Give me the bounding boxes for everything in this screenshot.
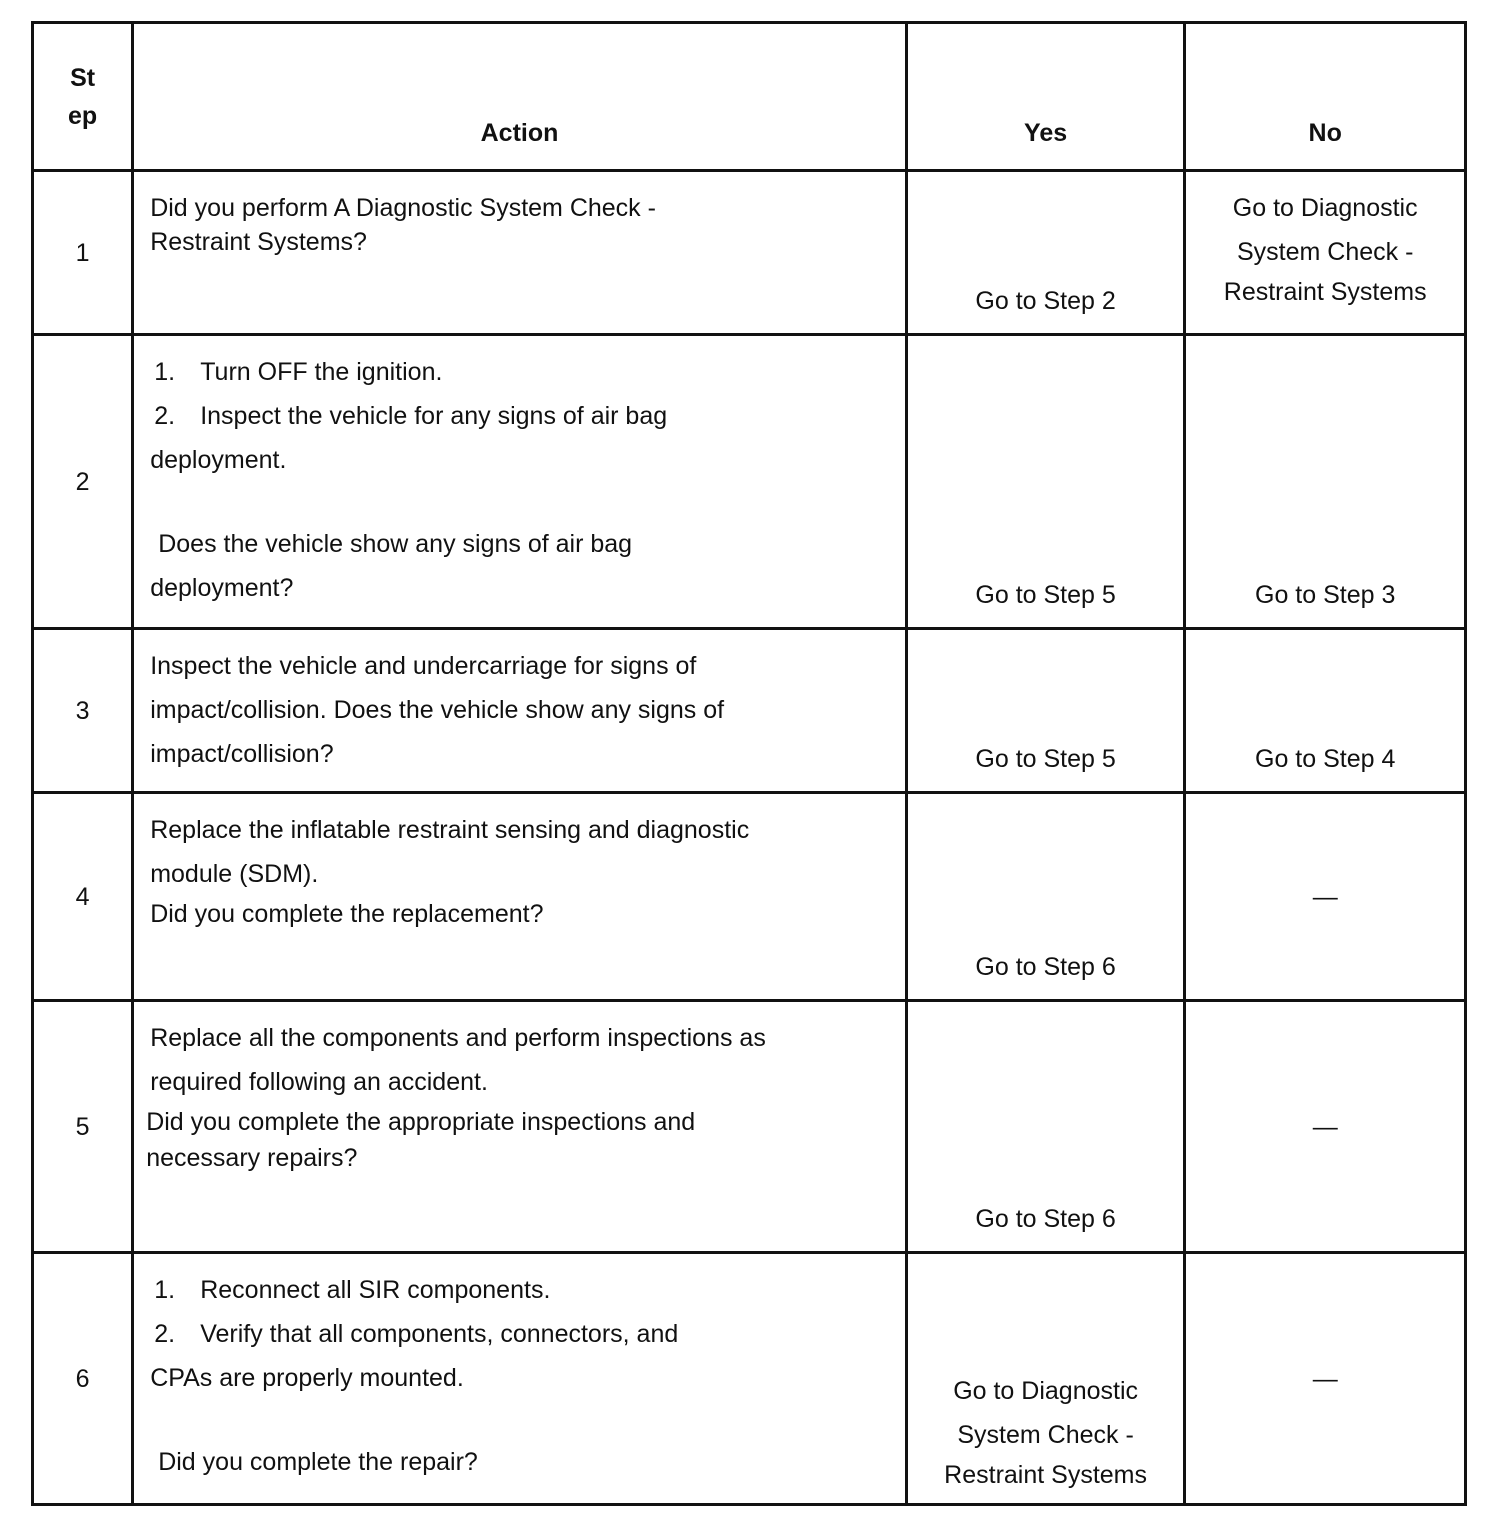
action-line: necessary repairs? <box>146 1144 358 1172</box>
list-continuation: CPAs are properly mounted. <box>150 1364 464 1392</box>
table-row <box>33 1253 1466 1505</box>
action-line: Restraint Systems? <box>150 228 367 256</box>
header-step <box>33 23 133 171</box>
action-line: Did you perform A Diagnostic System Check - <box>150 194 656 222</box>
yes-cell: Go to Step 2 <box>906 171 1185 335</box>
header-row <box>33 23 1466 171</box>
list-continuation: deployment. <box>150 446 287 474</box>
table-row <box>33 629 1466 793</box>
yes-cell <box>906 1253 1185 1505</box>
yes-line: Restraint Systems <box>944 1461 1148 1489</box>
spacer <box>150 482 893 522</box>
list-text: Verify that all components, connectors, and <box>200 1320 679 1348</box>
action-cell <box>133 335 907 629</box>
no-cell: Go to Step 3 <box>1185 335 1466 629</box>
yes-line: System Check - <box>957 1421 1134 1449</box>
spacer <box>150 1400 893 1440</box>
step-number: 5 <box>33 1001 133 1253</box>
action-line: Inspect the vehicle and undercarriage for signs of <box>150 652 697 680</box>
table-row <box>33 1001 1466 1253</box>
list-item <box>150 1268 893 1312</box>
step-number: 1 <box>33 171 133 335</box>
list-text: Turn OFF the ignition. <box>200 358 443 386</box>
no-line: Restraint Systems <box>1223 278 1427 306</box>
no-cell: — <box>1185 793 1466 1001</box>
step-number: 3 <box>33 629 133 793</box>
header-no: No <box>1185 23 1466 171</box>
table-row <box>33 171 1466 335</box>
list-text: Inspect the vehicle for any signs of air bag <box>200 402 668 430</box>
header-step-line2: ep <box>68 101 98 130</box>
yes-cell: Go to Step 6 <box>906 1001 1185 1253</box>
no-line: System Check - <box>1236 238 1414 266</box>
action-cell <box>133 1253 907 1505</box>
question-line: Did you complete the repair? <box>158 1448 478 1476</box>
no-line: Go to Diagnostic <box>1232 194 1418 222</box>
header-yes: Yes <box>906 23 1185 171</box>
step-number: 6 <box>33 1253 133 1505</box>
yes-cell: Go to Step 5 <box>906 629 1185 793</box>
step-number: 4 <box>33 793 133 1001</box>
diagnostic-table <box>31 21 1467 1506</box>
action-line: Replace all the components and perform inspections as <box>150 1024 766 1052</box>
step-number: 2 <box>33 335 133 629</box>
table-row <box>33 335 1466 629</box>
no-cell: Go to Step 4 <box>1185 629 1466 793</box>
header-action: Action <box>133 23 907 171</box>
action-cell <box>133 1001 907 1253</box>
list-number: 2. <box>154 402 176 430</box>
action-line: module (SDM). <box>150 860 319 888</box>
header-step-line1: St <box>70 63 96 92</box>
list-number: 1. <box>154 1276 176 1304</box>
action-cell <box>133 629 907 793</box>
action-line: impact/collision? <box>150 740 334 768</box>
no-cell: — <box>1185 1253 1466 1505</box>
action-line: required following an accident. <box>150 1068 488 1096</box>
question-line: Does the vehicle show any signs of air bag <box>158 530 633 558</box>
action-line: Did you complete the appropriate inspections and <box>146 1108 696 1136</box>
list-number: 2. <box>154 1320 176 1348</box>
list-item <box>150 1312 893 1356</box>
question-line: deployment? <box>150 574 294 602</box>
no-cell <box>1185 171 1466 335</box>
yes-cell: Go to Step 5 <box>906 335 1185 629</box>
list-text: Reconnect all SIR components. <box>200 1276 551 1304</box>
yes-line: Go to Diagnostic <box>953 1377 1139 1405</box>
list-item <box>150 350 893 394</box>
yes-cell: Go to Step 6 <box>906 793 1185 1001</box>
list-number: 1. <box>154 358 176 386</box>
no-cell: — <box>1185 1001 1466 1253</box>
action-line: Replace the inflatable restraint sensing and diagnostic <box>150 816 750 844</box>
action-line: Did you complete the replacement? <box>150 900 544 928</box>
list-item <box>150 394 893 438</box>
action-cell <box>133 171 907 335</box>
table-row <box>33 793 1466 1001</box>
action-cell <box>133 793 907 1001</box>
action-line: impact/collision. Does the vehicle show any signs of <box>150 696 725 724</box>
